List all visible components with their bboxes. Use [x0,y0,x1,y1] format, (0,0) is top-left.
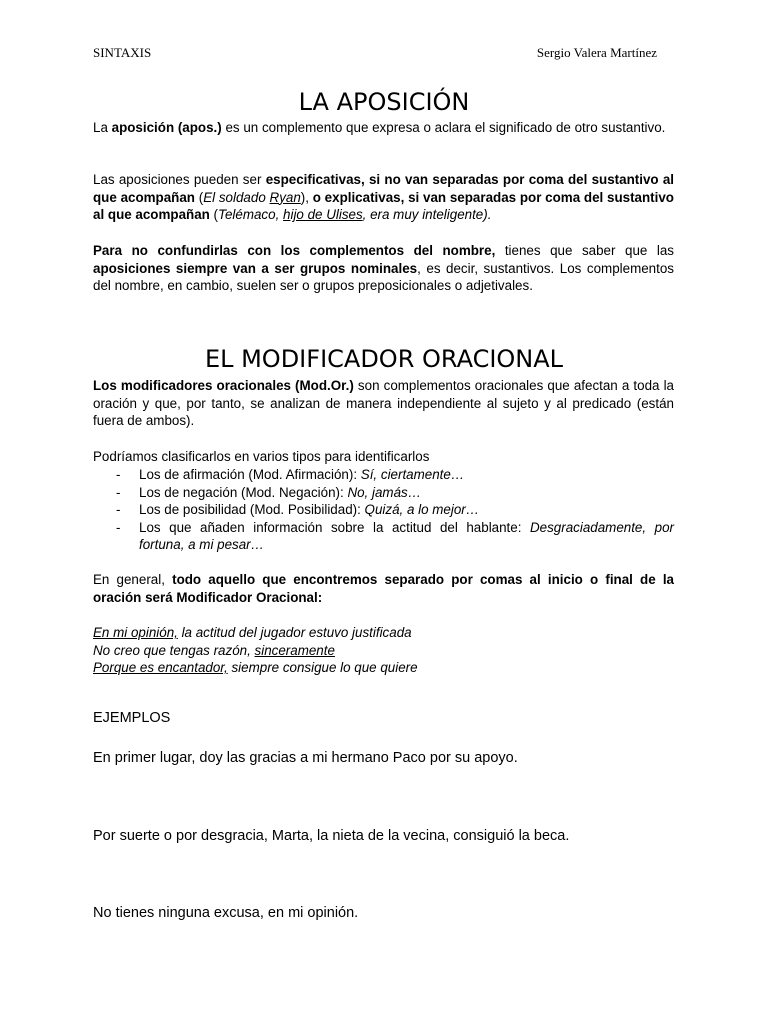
ejemplos-title: EJEMPLOS [93,710,171,726]
general-rule: En general, todo aquello que encontremos separado por comas al inicio o final de la oración será Modificador Oracional: [93,572,675,605]
aposicion-vs-complemento: Para no confundirlas con los complementos del nombre, tienes que saber que las aposiciones siempre van a ser grupos nominales, es decir, sustantivos. Los complementos del nombre, en cambio, suelen ser o grupos preposicionales o adjetivales. [93,243,674,294]
list-intro: Podríamos clasificarlos en varios tipos para identificarlos [93,449,430,464]
aposicion-definition: La aposición (apos.) es un complemento que expresa o aclara el significado de otro sustantivo. [93,120,666,135]
example-line: No creo que tengas razón, sinceramente [93,642,335,658]
section-title-modificador: EL MODIFICADOR ORACIONAL [204,345,564,373]
list-item-text: Los de afirmación (Mod. Afirmación): Sí, ciertamente… [139,467,465,482]
header-author: Sergio Valera Martínez [536,45,657,60]
list-bullet: - [116,484,121,500]
list-item [93,519,674,554]
list-item-text: Los de posibilidad (Mod. Posibilidad): Quizá, a lo mejor… [139,502,480,518]
header-subject: SINTAXIS [93,45,152,60]
modificador-examples [93,624,674,677]
modificador-types-list [93,466,674,554]
list-item [93,484,674,502]
list-item-text: Los de negación (Mod. Negación): No, jamás… [139,484,422,500]
aposicion-types: Las aposiciones pueden ser especificativas, si no van separadas por coma del sustantivo al que acompañan (El soldado Ryan), o explicativas, si van separadas por coma del sustantivo al que acompañan (Telémaco, hijo de Ulises, era muy inteligente). [93,172,675,223]
section-title-aposicion: LA APOSICIÓN [298,88,470,116]
exercise-sentence-2: Por suerte o por desgracia, Marta, la nieta de la vecina, consiguió la beca. [93,828,570,844]
modificador-definition: Los modificadores oracionales (Mod.Or.) son complementos oracionales que afectan a toda la oración y que, por tanto, se analizan de manera independiente al sujeto y al predicado (están fuera de ambos). [93,378,674,429]
example-line: En mi opinión, la actitud del jugador estuvo justificada [93,625,412,640]
list-bullet: - [116,502,121,518]
list-bullet: - [116,519,121,535]
exercise-sentence-3: No tienes ninguna excusa, en mi opinión. [93,905,359,921]
list-item-text: Los que añaden información sobre la actitud del hablante: Desgraciadamente, por fortuna, a mi pesar… [139,519,674,553]
exercise-sentence-1: En primer lugar, doy las gracias a mi hermano Paco por su apoyo. [93,750,518,766]
list-bullet: - [116,467,121,482]
example-line: Porque es encantador, siempre consigue lo que quiere [93,660,418,676]
list-item [93,466,674,484]
list-item [93,501,674,519]
